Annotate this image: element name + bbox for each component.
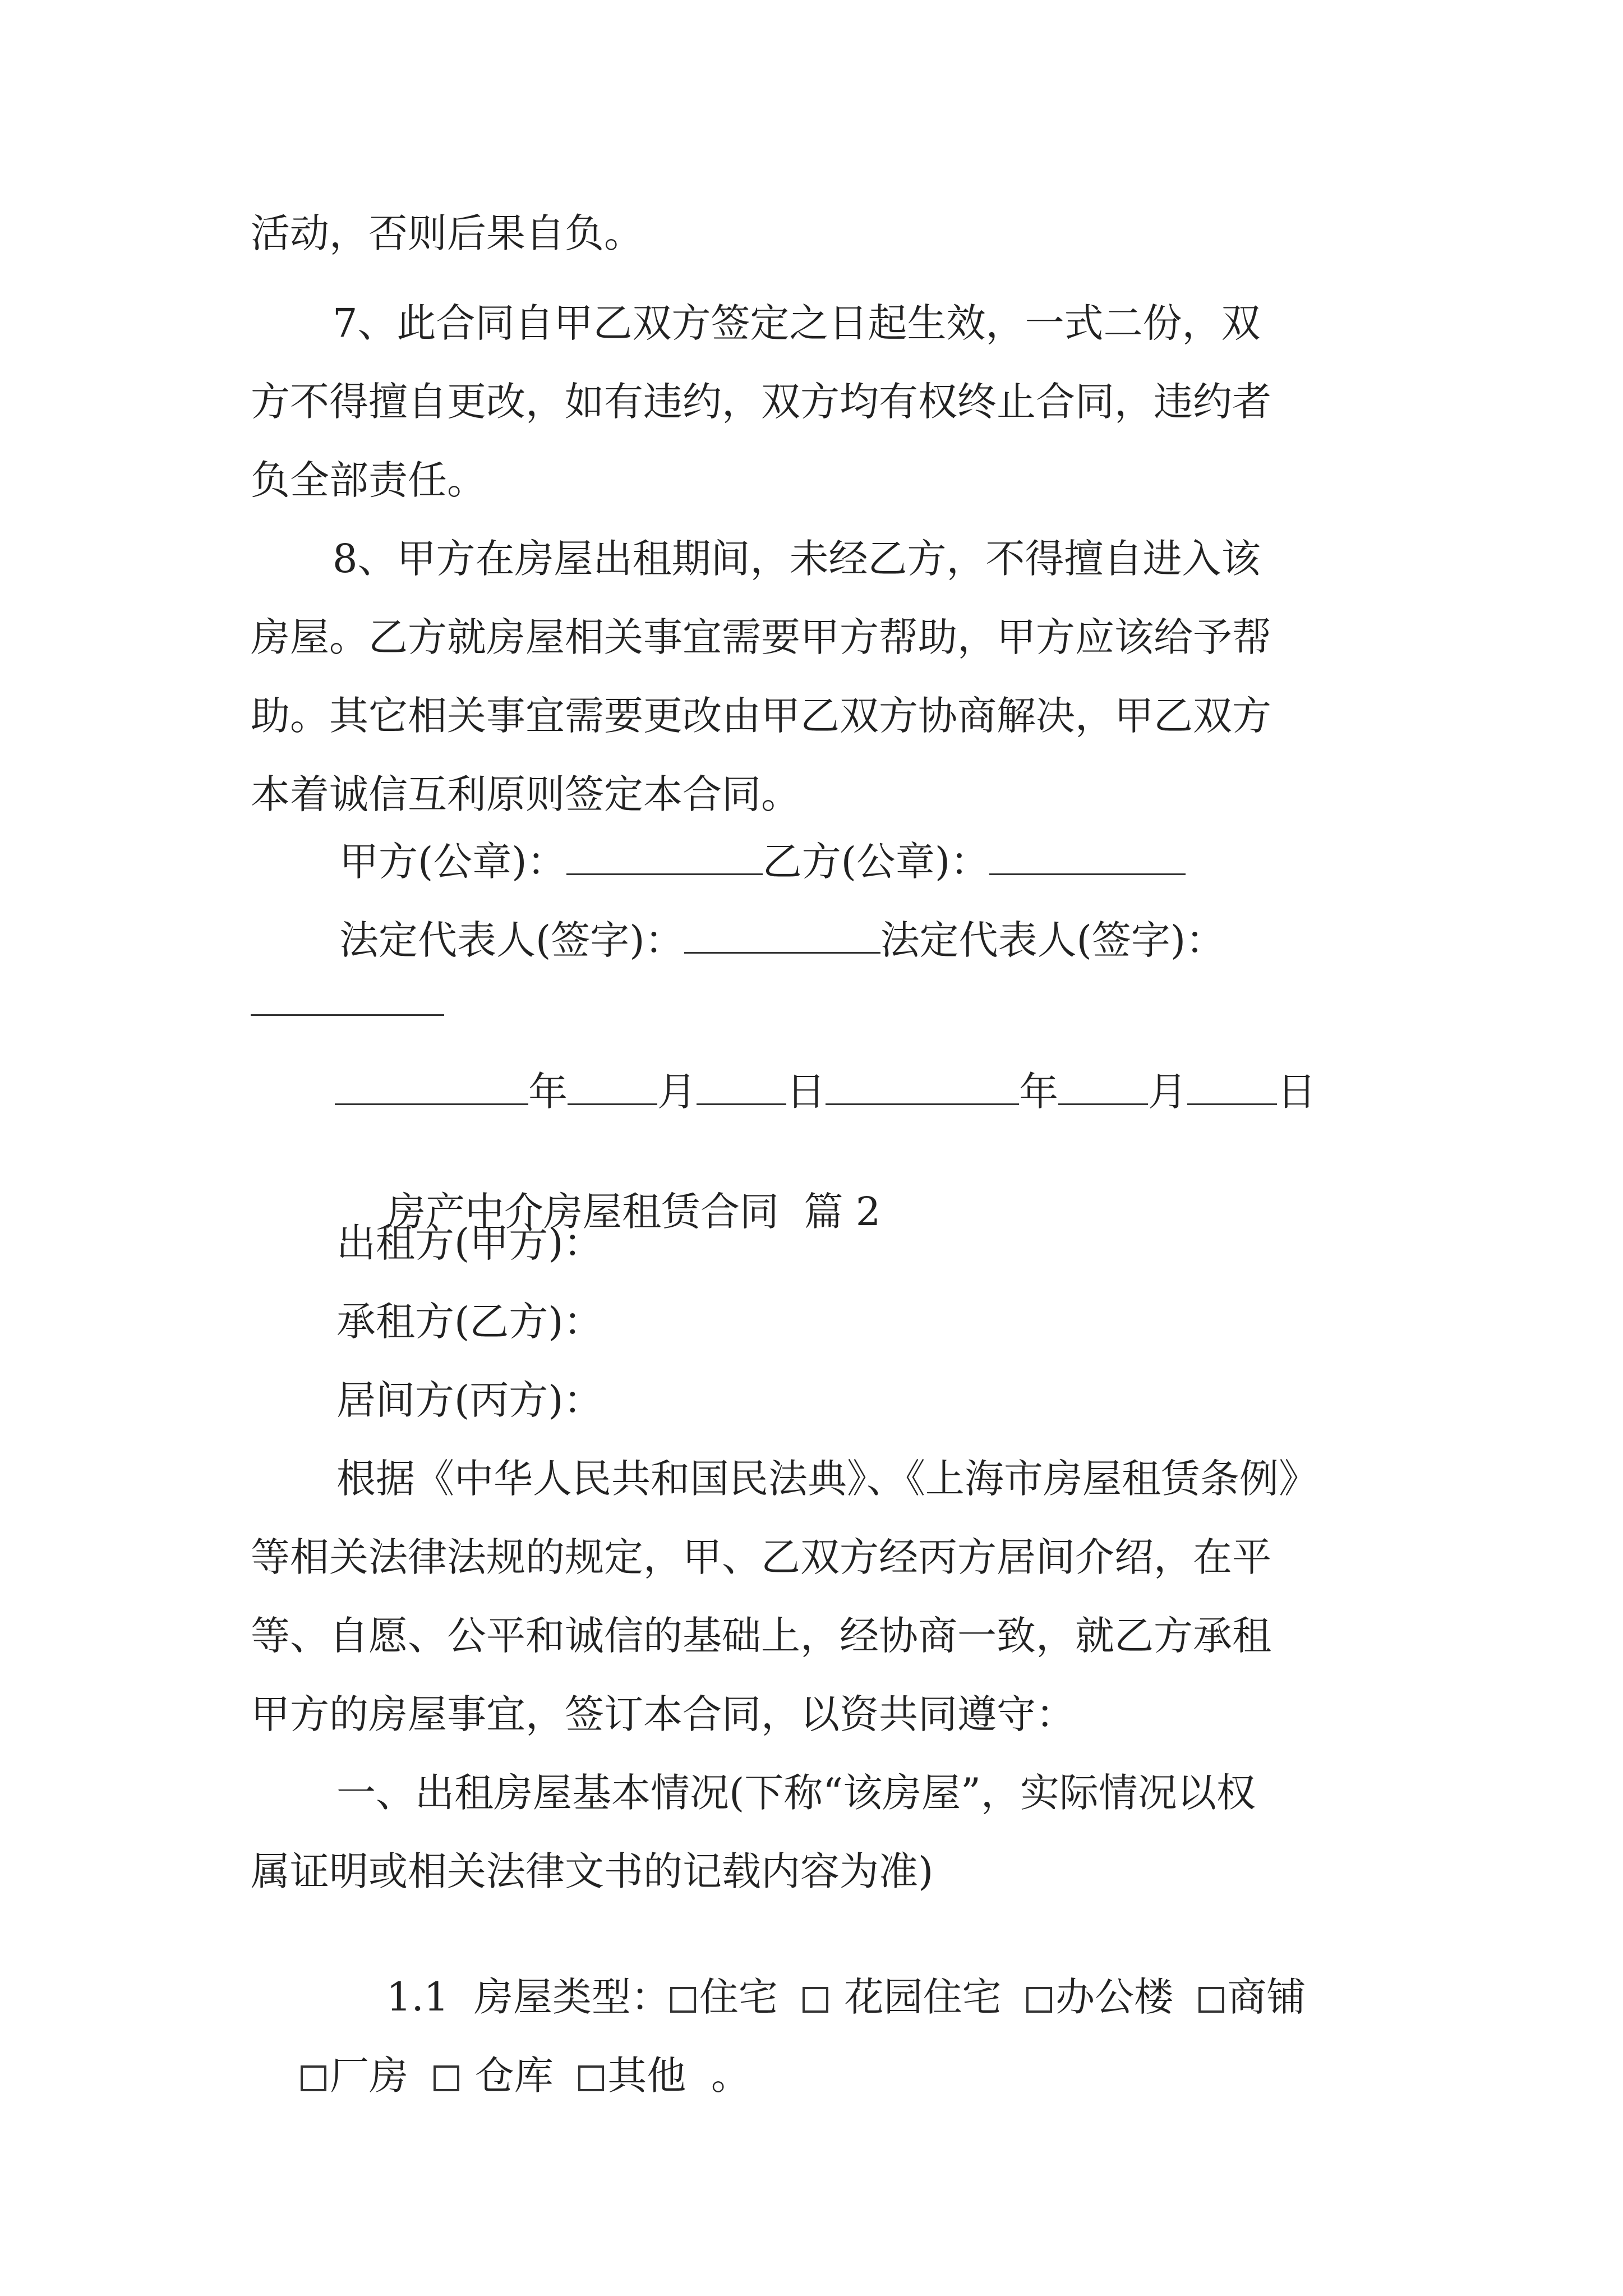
line-text: 甲方的房屋事宜，签订本合同，以资共同遵守： (251, 1691, 1075, 1737)
preamble-line-1 (336, 1455, 1395, 1502)
day-blank-a[interactable] (697, 1071, 786, 1105)
year-unit: 年 (1019, 1069, 1058, 1115)
line-text: 房屋。乙方就房屋相关事宜需要甲方帮助，甲方应该给予帮 (251, 614, 1271, 660)
year-unit: 年 (528, 1069, 568, 1115)
lessor-label: 出租方(甲方)： (336, 1220, 603, 1266)
house-type-label: 1.1 房屋类型： (386, 1974, 670, 2020)
party-broker (336, 1377, 1481, 1424)
shop-option: 商铺 (1227, 1974, 1306, 2020)
clause-7-line-1 (333, 300, 1395, 347)
day-blank-b[interactable] (1187, 1071, 1277, 1105)
day-unit: 日 (786, 1069, 826, 1115)
other-checkbox[interactable] (578, 2065, 604, 2091)
party-b-rep-label: 法定代表人(签字)： (880, 917, 1225, 963)
lessee-label: 承租方(乙方)： (336, 1299, 603, 1345)
date-line (335, 1068, 1479, 1115)
office-option: 办公楼 (1055, 1974, 1174, 2020)
line-text: 助。其它相关事宜需要更改由甲乙双方协商解决，甲乙双方 (251, 693, 1271, 739)
line-text: 等、自愿、公平和诚信的基础上，经协商一致，就乙方承租 (251, 1613, 1271, 1659)
line-text: 本着诚信互利原则签定本合同。 (251, 771, 800, 817)
line-text: 属证明或相关法律文书的记载内容为准) (251, 1848, 934, 1894)
party-b-rep-blank[interactable] (251, 1014, 444, 1016)
month-blank-b[interactable] (1058, 1071, 1148, 1105)
party-lessee (336, 1298, 1481, 1345)
line-text: 等相关法律法规的规定，甲、乙双方经丙方居间介绍，在平 (251, 1534, 1271, 1580)
preamble-line-4 (251, 1691, 1395, 1738)
month-unit: 月 (657, 1069, 697, 1115)
warehouse-checkbox[interactable] (434, 2065, 459, 2091)
party-a-seal-blank[interactable] (566, 841, 763, 875)
line-text: 7、此合同自甲乙双方签定之日起生效，一式二份，双 (333, 300, 1261, 346)
warehouse-option: 仓库 (474, 2053, 554, 2099)
party-b-seal-blank[interactable] (989, 841, 1186, 875)
party-a-rep-blank[interactable] (684, 919, 880, 954)
year-blank-b[interactable] (826, 1071, 1019, 1105)
line-text: 根据《中华人民共和国民法典》、《上海市房屋租赁条例》 (336, 1456, 1318, 1502)
seal-line (339, 838, 1483, 885)
clause-8-line-4 (251, 771, 1395, 818)
party-b-seal-label: 乙方(公章)： (762, 839, 990, 885)
factory-option: 厂房 (330, 2053, 409, 2099)
day-unit: 日 (1277, 1069, 1316, 1115)
line-text: 活动，否则后果自负。 (251, 210, 643, 256)
line-text: 一、出租房屋基本情况(下称“该房屋”，实际情况以权 (336, 1770, 1256, 1816)
residence-option: 住宅 (699, 1974, 778, 2020)
garden-residence-option: 花园住宅 (844, 1974, 1002, 2020)
broker-label: 居间方(丙方)： (336, 1377, 603, 1423)
text-line (251, 210, 1395, 257)
party-a-rep-label: 法定代表人(签字)： (339, 917, 684, 963)
clause-7-line-2 (251, 378, 1395, 425)
period: 。 (711, 2053, 750, 2099)
clause-7-line-3 (251, 457, 1395, 504)
clause-8-line-3 (251, 692, 1395, 739)
month-unit: 月 (1148, 1069, 1187, 1115)
preamble-line-3 (251, 1612, 1395, 1659)
year-blank-a[interactable] (335, 1071, 528, 1105)
line-text: 8、甲方在房屋出租期间，未经乙方，不得擅自进入该 (333, 536, 1261, 582)
factory-checkbox[interactable] (301, 2065, 326, 2091)
party-a-seal-label: 甲方(公章)： (339, 839, 566, 885)
line-text: 负全部责任。 (251, 457, 486, 503)
clause-1-line-1 (336, 1769, 1395, 1816)
clause-8-line-2 (251, 614, 1395, 661)
clause-1-1-line-2 (251, 2005, 1395, 2146)
other-option: 其他 (607, 2053, 686, 2099)
month-blank-a[interactable] (568, 1071, 657, 1105)
clause-8-line-1 (333, 535, 1395, 582)
section-title-text: 房产中介房屋租赁合同 篇 2 (386, 1189, 881, 1235)
clause-1-line-2 (251, 1848, 1395, 1895)
rep-line (339, 917, 1483, 964)
line-text: 方不得擅自更改，如有违约，双方均有权终止合同，违约者 (251, 379, 1271, 425)
preamble-line-2 (251, 1534, 1395, 1581)
party-lessor (336, 1220, 1481, 1267)
